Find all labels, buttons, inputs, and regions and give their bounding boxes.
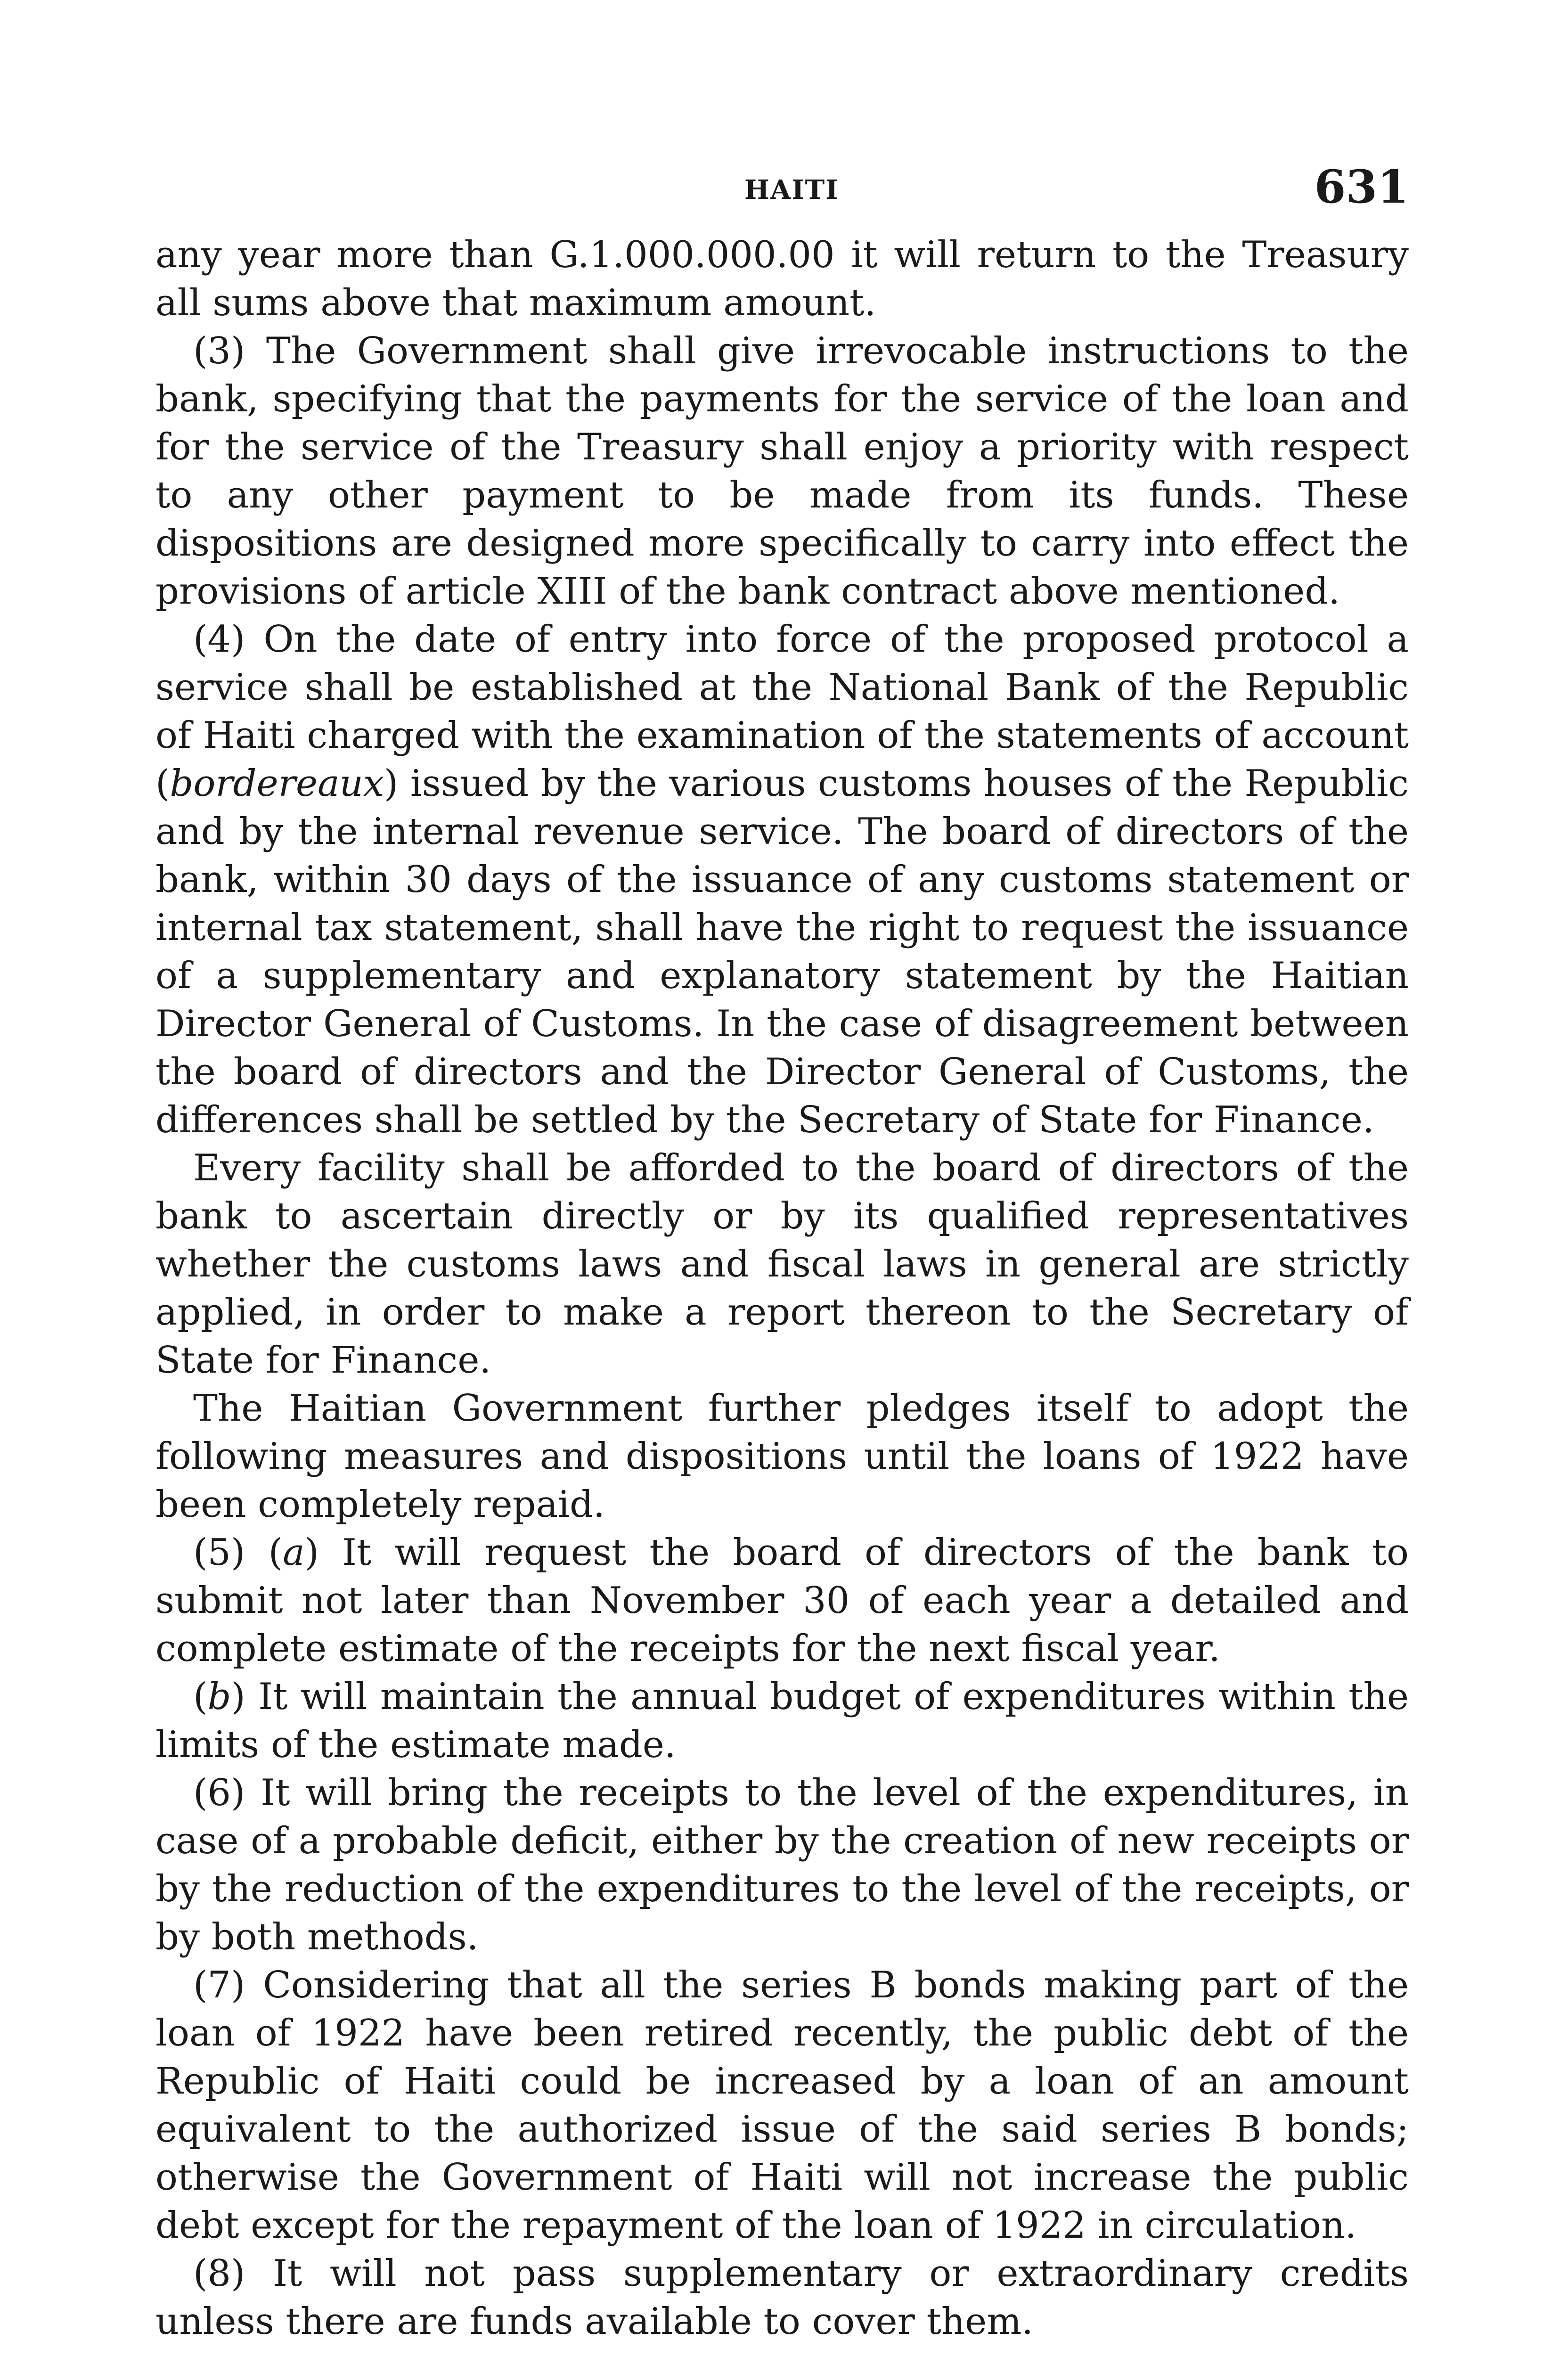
paragraph-5b-rest: ) It will maintain the annual budget of expenditures within the limits of the estimate made. (155, 1676, 1409, 1766)
paragraph-5b-lead: ( (193, 1676, 208, 1718)
paragraph-6: (6) It will bring the receipts to the level of the expenditures, in case of a probable deficit, either by the creation of new receipts or by the reduction of the expenditures to the level of the receipts, or by both methods. (155, 1772, 1409, 1958)
paragraph-4-rest: ) issued by the various customs houses of the Republic and by the internal revenue service. The board of directors of the bank, within 30 days of the issuance of any customs statement or internal tax statement, shall have the right to request the issuance of a supplementary and explanatory statement by the Haitian Director General of Customs. In the case of disagreement between the board of directors and the Director General of Customs, the differences shall be settled by the Secretary of State for Finance. (155, 762, 1409, 1141)
page-number: 631 (1314, 160, 1409, 213)
paragraph-5b (155, 1673, 1409, 1769)
paragraph-facility: Every facility shall be afforded to the board of directors of the bank to ascertain directly or by its qualified representatives whether the customs laws and fiscal laws in general are strictly applied, in order to make a report thereon to the Secretary of State for Finance. (155, 1147, 1409, 1382)
document-page (155, 160, 1409, 2346)
paragraph-4-italic: bordereaux (170, 762, 384, 805)
body-text (155, 231, 1409, 2346)
paragraph-7: (7) Considering that all the series B bonds making part of the loan of 1922 have been retired recently, the public debt of the Republic of Haiti could be increased by a loan of an amount equivalent to the authorized issue of the said series B bonds; otherwise the Government of Haiti will not increase the public debt except for the repayment of the loan of 1922 in circulation. (155, 1964, 1409, 2247)
paragraph-continuation: any year more than G.1.000.000.00 it will return to the Treasury all sums above that maximum amount. (155, 234, 1409, 324)
paragraph-5a (155, 1529, 1409, 1673)
paragraph-5a-rest: ) It will request the board of directors of the bank to submit not later than November 30 of each year a detailed and complete estimate of the receipts for the next fiscal year. (155, 1531, 1409, 1670)
paragraph-4 (155, 615, 1409, 1144)
paragraph-3: (3) The Government shall give irrevocable instructions to the bank, specifying that the payments for the service of the loan and for the service of the Treasury shall enjoy a priority with respect to any other payment to be made from its funds. These dispositions are designed more specifically to carry into effect the provisions of article XIII of the bank contract above mentioned. (155, 330, 1409, 613)
page-header (155, 160, 1409, 231)
paragraph-5b-italic: b (207, 1676, 231, 1718)
paragraph-4-lead: (4) On the date of entry into force of the proposed protocol a service shall be established at the National Bank of the Republic of Haiti charged with the examination of the statements of account ( (155, 618, 1409, 805)
paragraph-5a-lead: (5) ( (193, 1531, 283, 1574)
running-head: HAITI (744, 174, 839, 205)
paragraph-pledge: The Haitian Government further pledges itself to adopt the following measures and dispositions until the loans of 1922 have been completely repaid. (155, 1387, 1409, 1526)
paragraph-8: (8) It will not pass supplementary or extraordinary credits unless there are funds available to cover them. (155, 2252, 1409, 2343)
paragraph-5a-italic: a (283, 1531, 305, 1574)
